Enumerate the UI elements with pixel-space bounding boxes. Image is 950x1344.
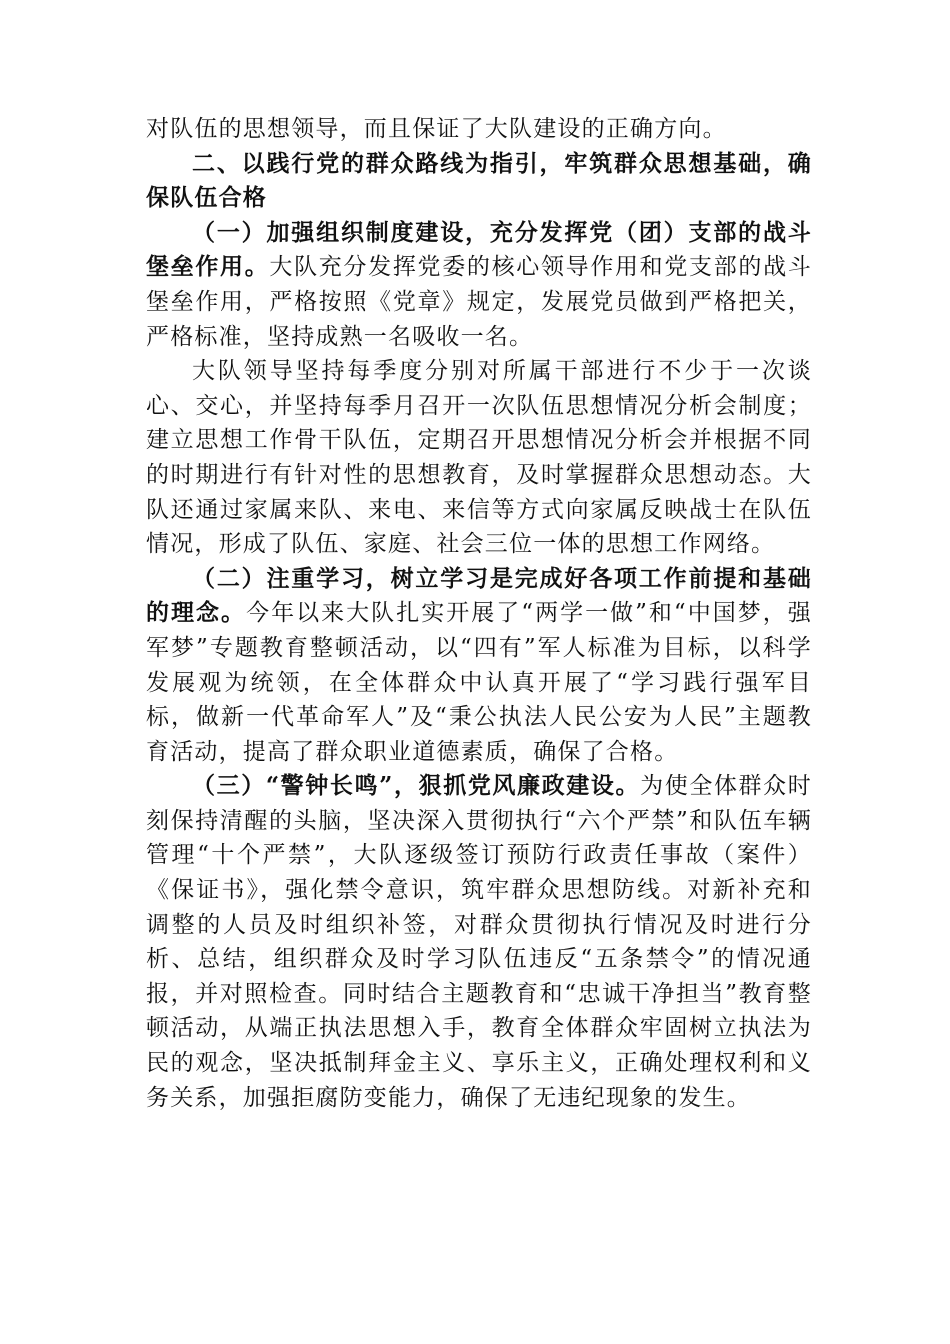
paragraph-3-body: 今年以来大队扎实开展了“两学一做”和“中国梦，强军梦”专题教育整顿活动，以“四有”军人标准为目标，以科学发展观为统领，在全体群众中认真开展了“学习践行强军目标，做新一代革命军人”及“秉公执法人民公安为人民”主题教育活动，提高了群众职业道德素质，确保了合格。 (146, 600, 812, 765)
paragraph-1-body: 大队充分发挥党委的核心领导作用和党支部的战斗堡垒作用，严格按照《党章》规定，发展党员做到严格把关，严格标准，坚持成熟一名吸收一名。 (146, 254, 812, 350)
paragraph-2-body: 大队领导坚持每季度分别对所属干部进行不少于一次谈心、交心，并坚持每季月召开一次队伍思想情况分析会制度；建立思想工作骨干队伍，定期召开思想情况分析会并根据不同的时期进行有针对性的思想教育，及时掌握群众思想动态。大队还通过家属来队、来电、来信等方式向家属反映战士在队伍情况，形成了队伍、家庭、社会三位一体的思想工作网络。 (146, 358, 812, 558)
paragraph-2 (146, 354, 812, 562)
paragraph-1-heading: （一）加强组织制度建设，充分发挥党（团）支部的战斗堡垒作用。 (146, 218, 812, 281)
paragraph-3 (146, 562, 812, 770)
document-page (146, 112, 812, 1115)
continuation-paragraph: 对队伍的思想领导，而且保证了大队建设的正确方向。 (146, 116, 727, 142)
paragraph-4-heading: （三）“警钟长鸣”，狠抓党风廉政建设。 (192, 772, 641, 800)
paragraph-4 (146, 769, 812, 1115)
section-heading: 二、以践行党的群众路线为指引，牢筑群众思想基础，确保队伍合格 (146, 150, 812, 212)
paragraph-1 (146, 216, 812, 354)
paragraph-3-heading: （二）注重学习，树立学习是完成好各项工作前提和基础的理念。 (146, 564, 812, 627)
paragraph-4-body: 为使全体群众时刻保持清醒的头脑，坚决深入贯彻执行“六个严禁”和队伍车辆管理“十个严禁”，大队逐级签订预防行政责任事故（案件）《保证书》，强化禁令意识，筑牢群众思想防线。对新补充和调整的人员及时组织补签，对群众贯彻执行情况及时进行分析、总结，组织群众及时学习队伍违反“五条禁令”的情况通报，并对照检查。同时结合主题教育和“忠诚干净担当”教育整顿活动，从端正执法思想入手，教育全体群众牢固树立执法为民的观念，坚决抵制拜金主义、享乐主义，正确处理权利和义务关系，加强拒腐防变能力，确保了无违纪现象的发生。 (146, 773, 812, 1111)
